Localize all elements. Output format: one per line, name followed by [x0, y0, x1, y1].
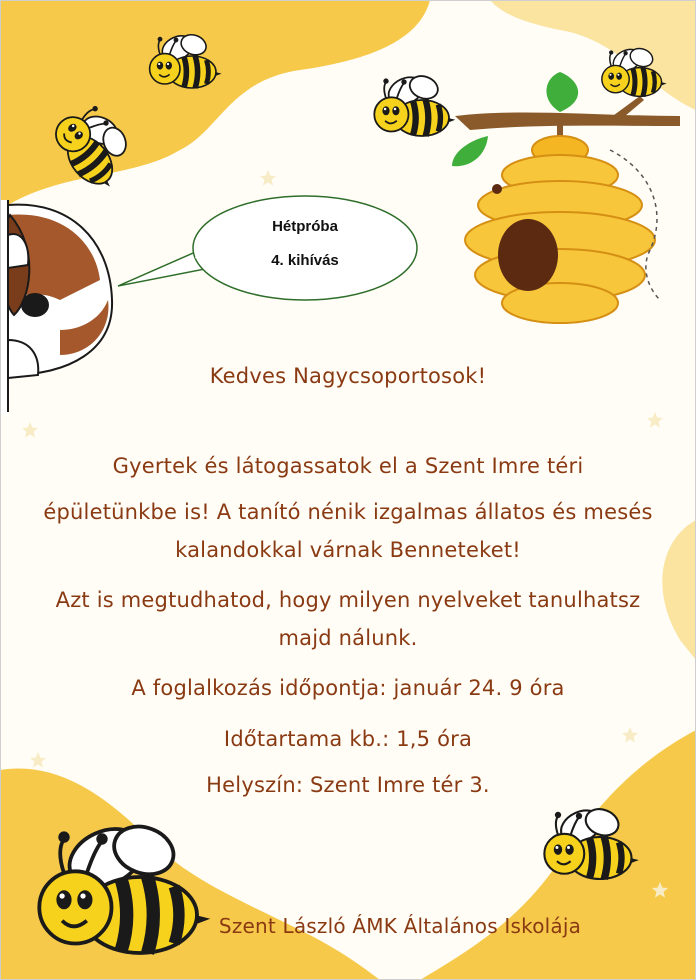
bubble-subtitle: 4. kihívás: [271, 252, 339, 269]
speech-bubble-shape: [118, 196, 417, 300]
leaf-icon: [546, 72, 578, 112]
body-line: Azt is megtudhatod, hogy milyen nyelveket tanulhatsz: [55, 588, 641, 612]
detail-duration: Időtartama kb.: 1,5 óra: [223, 727, 473, 751]
body-line: kalandokkal várnak Benneteket!: [175, 538, 521, 562]
beehive-icon: [465, 136, 660, 323]
detail-location: Helyszín: Szent Imre tér 3.: [206, 773, 490, 797]
greeting: Kedves Nagycsoportosok!: [209, 364, 487, 388]
body-line: Gyertek és látogassatok el a Szent Imre téri: [112, 454, 584, 478]
school-name-footer: Szent László ÁMK Általános Iskolája: [218, 914, 582, 938]
star-icon: [30, 752, 46, 768]
bee-icon: [374, 72, 455, 136]
bubble-title: Hétpróba: [272, 218, 338, 235]
leaf-icon: [452, 136, 488, 166]
honey-blob-top-right: [490, 0, 696, 110]
star-icon: [22, 422, 38, 438]
body-line: épületünkbe is! A tanító nénik izgalmas állatos és mesés: [43, 500, 653, 524]
body-line: majd nálunk.: [278, 626, 418, 650]
star-icon: [260, 170, 276, 186]
honey-blob-top-left: [0, 0, 430, 210]
detail-time: A foglalkozás időpontja: január 24. 9 óra: [131, 676, 565, 700]
star-icon: [647, 412, 663, 428]
